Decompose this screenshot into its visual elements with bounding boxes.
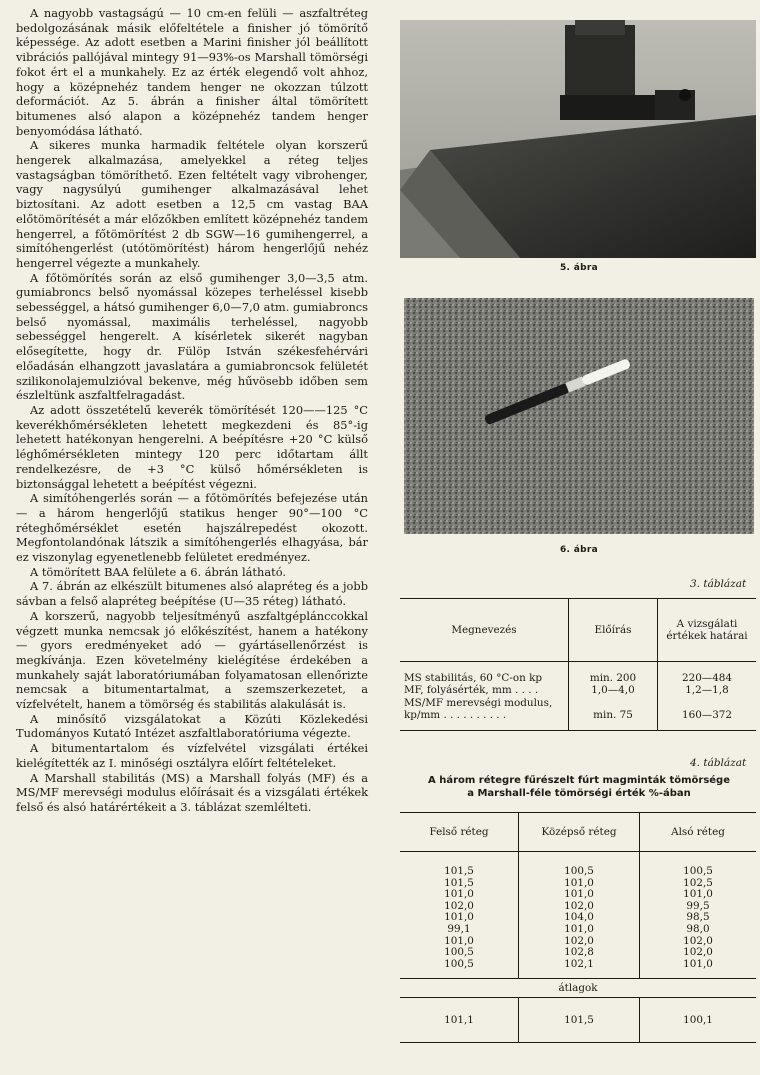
paragraph: A minősítő vizsgálatokat a Közúti Közlekedési Tudományos Kutató Intézet aszfaltlaboratóriuma végezte. <box>16 711 368 741</box>
table-3 <box>400 598 756 731</box>
table-cell: 101,0 <box>519 924 640 936</box>
table-cell: 99,1 <box>400 924 519 936</box>
table-row <box>400 959 756 979</box>
table-cell: min. 200 <box>569 662 658 685</box>
table-cell: 100,5 <box>519 852 640 878</box>
table-row <box>400 852 756 878</box>
table-cell: 101,5 <box>400 852 519 878</box>
table-cell: MS/MF merevségi modulus, kp/mm . . . . . . . . . . <box>400 697 569 730</box>
figure-5-photo <box>400 20 756 258</box>
table-cell: 102,5 <box>683 876 713 889</box>
table-cell: 102,1 <box>519 959 640 979</box>
table-cell: 220—484 <box>681 672 733 684</box>
table-cell: 100,5 <box>400 947 519 959</box>
table-cell: 98,5 <box>686 911 710 924</box>
table-cell: 100,5 <box>683 865 713 877</box>
average-cell: 101,5 <box>519 998 640 1043</box>
paragraph: A korszerű, nagyobb teljesítményű aszfaltgéplánccokkal végzett munka nemcsak jó előkészítést, hanem a hatékony — gyors eredményeket adó — gyártásellenőrzést is megkívánja. Ezen követelmény kielégítése érdekében a munkahely saját laboratóriumában folyamatosan ellenőrizte nemcsak a bitumentartalmat, a szemszerkezetet, a vízfelvételt, hanem a tömörség és stabilitás alakulását is. <box>16 608 368 712</box>
table-cell: 1,2—1,8 <box>685 684 729 697</box>
table-row <box>400 684 756 696</box>
table-cell: 160—372 <box>681 709 733 722</box>
table-cell: 1,0—4,0 <box>569 684 658 696</box>
table-4-title-line: a Marshall-féle tömörségi érték %-ában <box>467 788 691 799</box>
table-4-label: 4. táblázat <box>690 757 747 769</box>
table-header: Alsó réteg <box>640 813 757 852</box>
paragraph: A 7. ábrán az elkészült bitumenes alsó alapréteg és a jobb sávban a felső alapréteg beépítése (U—35 réteg) látható. <box>16 579 368 609</box>
table-cell: 101,0 <box>519 878 640 890</box>
figure-6-caption: 6. ábra <box>560 545 598 555</box>
table-header: Előírás <box>569 599 658 662</box>
table-4-title-line: A három rétegre fűrészelt fúrt magminták tömörsége <box>427 775 730 786</box>
table-cell: 102,0 <box>519 936 640 948</box>
table-cell: 102,0 <box>400 901 519 913</box>
table-cell: 101,0 <box>400 912 519 924</box>
table-cell: 104,0 <box>519 912 640 924</box>
table-cell: 101,0 <box>683 957 713 970</box>
table-cell: 101,0 <box>400 889 519 901</box>
table-cell: 101,5 <box>400 878 519 890</box>
paragraph: A főtömörítés során az első gumihenger 3,0—3,5 atm. gumiabroncs belső nyomással közepes terheléssel kisebb sebességgel, a hátsó gumihenger 6,0—7,0 atm. gumiabroncs belső nyomással, maximális terheléssel, nagyobb sebességgel hengerelt. A kísérletek sikerét nagyban elősegítette, hogy dr. Fülöp István székesfehérvári előadásán elhangzott javaslatára a gumiabroncsok felületét szilikonolajemulzióval bekenve, még hűvösebb időben sem észleltünk aszfaltfelragadást. <box>16 270 368 403</box>
averages-label: átlagok <box>400 979 756 998</box>
table-cell: 98,0 <box>686 922 710 935</box>
table-cell: 101,0 <box>683 888 713 901</box>
table-row <box>400 947 756 959</box>
table-3-label: 3. táblázat <box>690 578 747 590</box>
table-cell: MS stabilitás, 60 °C-on kp <box>400 662 569 685</box>
table-header: Megnevezés <box>400 599 569 662</box>
average-cell: 100,1 <box>640 998 757 1043</box>
table-4-title <box>398 774 760 800</box>
table-row <box>400 662 756 685</box>
paragraph: A Marshall stabilitás (MS) a Marshall folyás (MF) és a MS/MF merevségi modulus előírásait és a vizsgálati értékek felső és alsó határértékeit a 3. táblázat szemlélteti. <box>16 770 368 814</box>
table-cell: 101,0 <box>519 889 640 901</box>
table-header: Középső réteg <box>519 813 640 852</box>
table-cell: MF, folyásérték, mm . . . . <box>400 684 569 696</box>
table-cell: 101,0 <box>400 936 519 948</box>
average-cell: 101,1 <box>400 998 519 1043</box>
paragraph: A bitumentartalom és vízfelvétel vizsgálati értékei kielégítették az I. minőségi osztályra előírt feltételeket. <box>16 741 368 770</box>
table-cell: 102,8 <box>519 947 640 959</box>
paragraph: A simítóhengerlés során — a főtömörítés befejezése után — a három hengerlőjű statikus henger 90°—100 °C réteghőmérséklet esetén hajszálrepedést okozott. Megfontolandónak látszik a simítóhengerlés elhagyása, bár ez viszonylag egyenetlenebb felületet eredményez. <box>16 491 368 565</box>
table-row <box>400 924 756 936</box>
table-row <box>400 697 756 730</box>
table-cell: 99,5 <box>686 899 710 912</box>
paragraph: A sikeres munka harmadik feltétele olyan korszerű hengerek alkalmazása, amelyekkel a réteg teljes vastagságban tömöríthető. Ezen feltételt vagy vibrohenger, vagy nagysúlyú gumihenger alkalmazásával lehet biztosítani. Az adott esetben a 12,5 cm vastag BAA előtömörítését a már előzőkben említett középnehéz tandem hengerrel, a főtömörítést 2 db SGW—16 gumihengerrel, a simítóhengerlést (utótömörítést) három hengerlőjű nehéz hengerrel végezte a munkahely. <box>16 138 368 270</box>
table-header: A vizsgálati értékek határai <box>658 599 757 662</box>
figure-6-photo <box>404 298 754 534</box>
table-header: Felső réteg <box>400 813 519 852</box>
body-text-column <box>16 6 368 815</box>
table-cell: 102,0 <box>683 934 713 947</box>
table-cell: 100,5 <box>400 959 519 979</box>
table-cell: 102,0 <box>683 946 713 959</box>
table-4 <box>400 812 756 1043</box>
paragraph: A tömörített BAA felülete a 6. ábrán látható. <box>30 564 286 579</box>
paragraph: Az adott összetételű keverék tömörítését 120——125 °C keverékhőmérsékleten lehetett megkezdeni és 85°-ig lehetett hatékonyan hengerelni. A beépítésre +20 °C külső léghőmérsékleten mintegy 120 perc időtartam állt rendelkezésre, de +3 °C külső hőmérsékleten is biztonsággal lehetett a beépítést végezni. <box>16 402 368 491</box>
table-cell: 102,0 <box>519 901 640 913</box>
paragraph: A nagyobb vastagságú — 10 cm-en felüli — aszfaltréteg bedolgozásának másik előfeltétele a finisher jó tömörítő képessége. Az adott esetben a Marini finisher jól beállított vibrációs pallójával mintegy 91—93%-os Marshall tömörségi fokot ért el a munkahely. Ez az érték elegendő volt ahhoz, hogy a középnehéz tandem henger ne okozzan túlzott deformációt. Az 5. ábrán a finisher által tömörített bitumenes alsó alapon a középnehéz tandem henger benyomódása látható. <box>16 6 368 138</box>
table-cell: min. 75 <box>569 697 658 730</box>
figure-5-caption: 5. ábra <box>560 263 598 273</box>
